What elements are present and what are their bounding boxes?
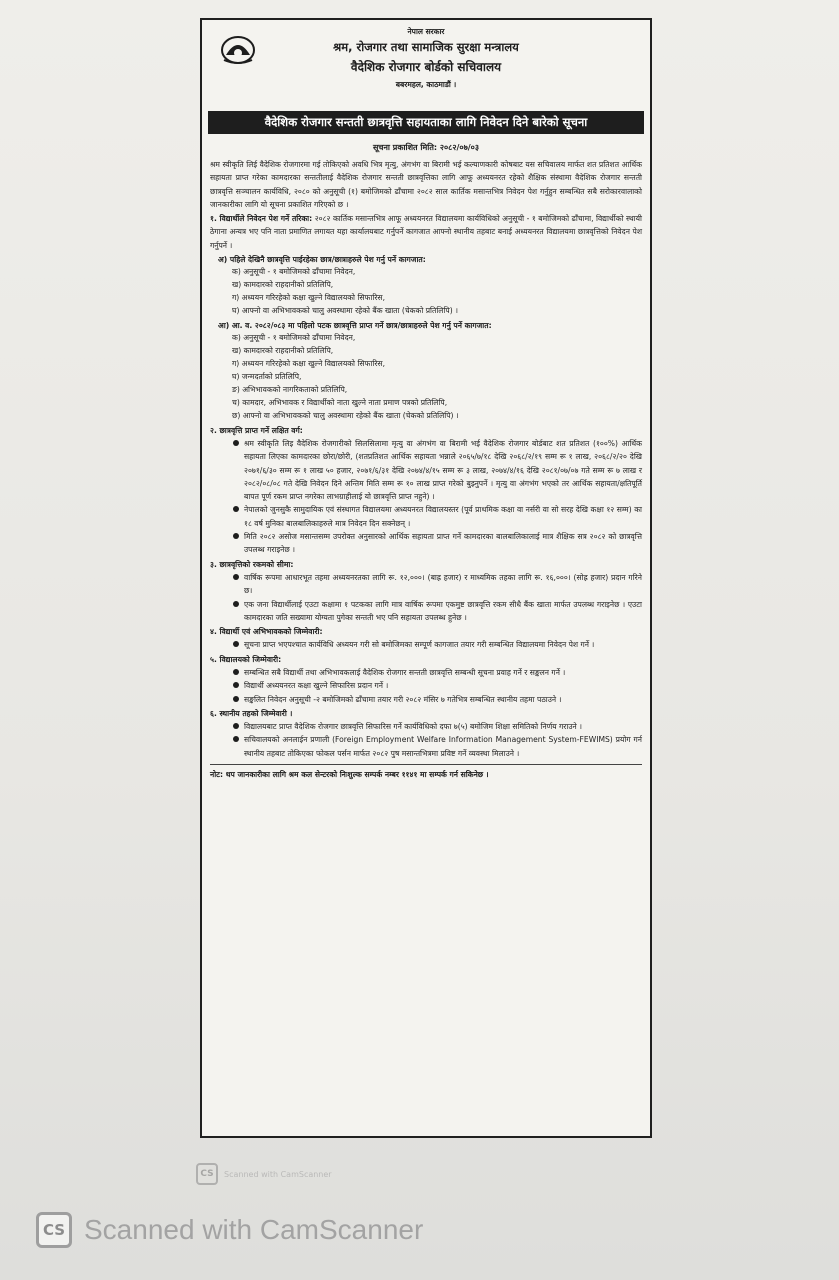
section-4-title: ४. विद्यार्थी एवं अभिभावकको जिम्मेवारी: [210, 627, 323, 637]
notice-title: वैदेशिक रोजगार सन्तती छात्रवृत्ति सहायताका लागि निवेदन दिने बारेको सूचना [208, 111, 644, 134]
camscanner-watermark [36, 1212, 423, 1248]
section-1-text: २०८२ कार्तिक मसान्तभित्र आफू अध्ययनरत विद्यालयमा कार्यविधिको अनुसूची - १ बमोजिमको ढाँचामा, विद्यार्थीको स्थायी ठेगाना अन्यत्र भए पनि नाता प्रमाणित लगायत यहा कार्यालयबाट गर्नुपर्ने कागजात आफ्नो स्थानीय तहबाट बनाई अध्ययनरत विद्यालयमा छात्रवृत्तिको निवेदन पेश गर्नुपर्ने । [210, 214, 643, 250]
section-3-list [210, 571, 642, 624]
section-1b-list [210, 332, 642, 422]
intro-paragraph: श्रम स्वीकृति लिई वैदेशिक रोजगारमा गई तोकिएको अवधि भित्र मृत्यु, अंगभंग वा बिरामी भई कल्याणकारी कोषबाट यस सचिवालय मार्फत शत प्रतिशत आर्थिक सहायता प्राप्त गरेका कामदारका सन्ततीलाई वैदेशिक रोजगार सन्तती छात्रवृत्तिका लागि आफू अध्ययनरत रहेको शैक्षिक संस्थामा वैदेशिक रोजगार सन्तती छात्रवृत्ति सञ्चालन कार्यविधि, २०८० को अनुसूची (१) बमोजिमको ढाँचामा २०८२ साल कार्तिक मसान्तभित्र निवेदन पेश गर्नुहुन सम्बन्धित सबै सरोकारवालाको जानकारीका लागि यो सूचना प्रकाशित गरिएको छ । [210, 160, 642, 209]
board-name: वैदेशिक रोजगार बोर्डको सचिवालय [350, 60, 502, 74]
list-item: ख) कामदारको राहदानीको प्रतिलिपि, [232, 346, 334, 356]
publish-date: सूचना प्रकाशित मिति: २०८२/०७/०३ [372, 143, 479, 152]
section-1a-heading: अ) पहिले देखिनै छात्रवृत्ति पाईरहेका छात्र/छात्राहरुले पेश गर्नु पर्ने कागजात: [218, 255, 426, 265]
camscanner-logo-icon: CS [196, 1163, 218, 1185]
list-item: ङ) अभिभावकको नागरिकताको प्रतिलिपि, [232, 384, 348, 394]
list-item: क) अनुसूची - १ बमोजिमको ढाँचामा निवेदन, [232, 267, 356, 277]
bullet-item: विद्यार्थी अध्ययनरत कक्षा खुल्ने सिफारिस प्रदान गर्ने । [232, 679, 642, 692]
ministry-name: श्रम, रोजगार तथा सामाजिक सुरक्षा मन्त्रालय [333, 40, 519, 54]
section-1 [210, 212, 642, 252]
bullet-item: सङ्कलित निवेदन अनुसूची -२ बमोजिमको ढाँचामा तयार गरी २०८२ मंसिर ७ गतेभित्र सम्बन्धित स्थानीय तहमा पठाउने । [232, 693, 642, 706]
section-5-title: ५. विद्यालयको जिम्मेवारी: [210, 654, 282, 664]
camscanner-text: Scanned with CamScanner [84, 1214, 424, 1245]
section-1b-heading: आ) आ. व. २०८२/०८३ मा पहिलो पटक छात्रवृत्ति प्राप्त गर्ने छात्र/छात्राहरुले पेश गर्नु पर्ने कागजात: [218, 321, 492, 330]
section-6-list [210, 720, 642, 760]
list-item: ग) अध्ययन गरिरहेको कक्षा खुल्ने विद्यालयको सिफारिस, [232, 359, 385, 369]
section-5-list [210, 666, 642, 706]
footer-note: नोट: थप जानकारीका लागि श्रम कल सेन्टरको निःशुल्क सम्पर्क नम्बर ११४१ मा सम्पर्क गर्न सकिनेछ । [210, 764, 642, 781]
bullet-item: सूचना प्राप्त भएपश्चात कार्यविधि अध्ययन गरी सो बमोजिमका सम्पूर्ण कागजात तयार गरी सम्बन्धित विद्यालयमा निवेदन पेश गर्ने । [232, 638, 642, 651]
camscanner-text-small: Scanned with CamScanner [224, 1169, 332, 1179]
notice-header [210, 27, 642, 109]
bullet-item: सचिवालयको अनलाईन प्रणाली (Foreign Employment Welfare Information Management System-FEWIMS) प्रयोग गर्न स्थानीय तहबाट तोकिएका फोकल पर्सन मार्फत २०८२ पुष मसान्तभित्रमा प्रविष्ट गर्ने व्यवस्था मिलाउने । [232, 733, 642, 760]
list-item: छ) आफ्नो वा अभिभावकको चालु अवस्थामा रहेको बैंक खाता (चेकको प्रतिलिपि) । [232, 410, 459, 420]
section-6-title: ६. स्थानीय तहको जिम्मेवारी । [210, 708, 293, 718]
bullet-item: नेपालको जुनसुकै सामुदायिक एवं संस्थागत विद्यालयमा अध्ययनरत विद्यालयस्तर (पूर्व प्राथमिक कक्षा वा नर्सरी वा सो सरह देखि कक्षा १२ सम्म) का १८ वर्ष मुनिका बालबालिकाहरुले मात्र निवेदन दिन सक्नेछन् । [232, 503, 642, 530]
camscanner-logo-icon: CS [36, 1212, 72, 1248]
office-address: बबरमहल, काठमाडौं । [395, 80, 457, 89]
bullet-item: सम्बन्धित सबै विद्यार्थी तथा अभिभावकलाई वैदेशिक रोजगार सन्तती छात्रवृत्ति सम्बन्धी सूचना प्रवाह गर्ने र सङ्कलन गर्ने । [232, 666, 642, 679]
section-1-title: १. विद्यार्थीले निवेदन पेश गर्ने तरिका: [210, 214, 313, 224]
bullet-item: मिति २०८२ असोज मसान्तसम्म उपरोक्त अनुसारको आर्थिक सहायता प्राप्त गर्ने कामदारका बालबालिकालाई मात्र शैक्षिक सत्र २०८२ को छात्रवृत्ति उपलब्ध गराइनेछ । [232, 530, 642, 557]
section-1a-list [210, 266, 642, 318]
section-3-title: ३. छात्रवृत्तिको रकमको सीमा: [210, 559, 294, 569]
section-4-list [210, 638, 642, 651]
section-2-list [210, 437, 642, 557]
notice-box [200, 18, 652, 1138]
nepal-government-emblem-icon [220, 33, 256, 65]
list-item: च) कामदार, अभिभावक र विद्यार्थीको नाता खुल्ने नाता प्रमाण पत्रको प्रतिलिपि, [232, 397, 448, 407]
list-item: ग) अध्ययन गरिरहेको कक्षा खुल्ने विद्यालयको सिफारिस, [232, 293, 385, 303]
bullet-item: श्रम स्वीकृति लिइ वैदेशिक रोजगारीको सिलसिलामा मृत्यु वा अंगभंग वा बिरामी भई वैदेशिक रोजगार बोर्डबाट शत प्रतिशत (१००%) आर्थिक सहायता लिएका कामदारका छोरा/छोरी, (शतप्रतिशत आर्थिक सहायता भन्नाले २०६५/७/१८ देखि २०६८/२/१९ सम्म रू १ लाख, २०६८/२/२० देखि २०७१/६/३० सम्म रू १ लाख ५० हजार, २०७१/६/३१ देखि २०७४/४/१५ सम्म रू ३ लाख, २०७४/४/१६ देखि २०८१/०७/०७ गते सम्म रू ७ लाख र २०८२/०८/०८ गते देखि निवेदन दिने अन्तिम मिति सम्म रू १० लाख प्राप्त गरेको बुझ्नुपर्ने । मृत्यु वा अंगभंग भएको तर आर्थिक सहायता/क्षतिपूर्ति बापत पूर्ण रकम प्राप्त नगरेका लाभग्राहीलाई यो छात्रवृत्ति प्राप्त नहुने) । [232, 437, 642, 503]
camscanner-watermark-small [196, 1163, 332, 1185]
bullet-item: एक जना विद्यार्थीलाई एउटा कक्षामा १ पटकका लागि मात्र वार्षिक रूपमा एकमुष्ट छात्रवृत्ति रकम सीधै बैंक खाता मार्फत उपलब्ध गराइनेछ । एउटा कामदारका जति सख्यामा योग्यता पुगेका सन्तती भए पनि सहायता उपलब्ध हुनेछ । [232, 598, 642, 625]
list-item: घ) जन्मदर्ताको प्रतिलिपि, [232, 372, 302, 382]
bullet-item: विद्यालयबाट प्राप्त वैदेशिक रोजगार छात्रवृत्ति सिफारिस गर्ने कार्यविधिको दफा ७(५) बमोजिम शिक्षा समितिको निर्णय गराउने । [232, 720, 642, 733]
list-item: ख) कामदारको राहदानीको प्रतिलिपि, [232, 280, 334, 290]
section-2-title: २. छात्रवृत्ति प्राप्त गर्ने लक्षित वर्ग: [210, 425, 303, 435]
list-item: घ) आफ्नो वा अभिभावकको चालु अवस्थामा रहेको बैंक खाता (चेकको प्रतिलिपि) । [232, 306, 458, 316]
bullet-item: वार्षिक रूपमा आधारभूत तहमा अध्ययनरतका लागि रू. १२,०००। (बाह्र हजार) र माध्यमिक तहका लागि रू. १६,०००। (सोह्र हजार) प्रदान गरिने छ। [232, 571, 642, 598]
list-item: क) अनुसूची - १ बमोजिमको ढाँचामा निवेदन, [232, 333, 356, 343]
government-name: नेपाल सरकार [407, 27, 445, 36]
